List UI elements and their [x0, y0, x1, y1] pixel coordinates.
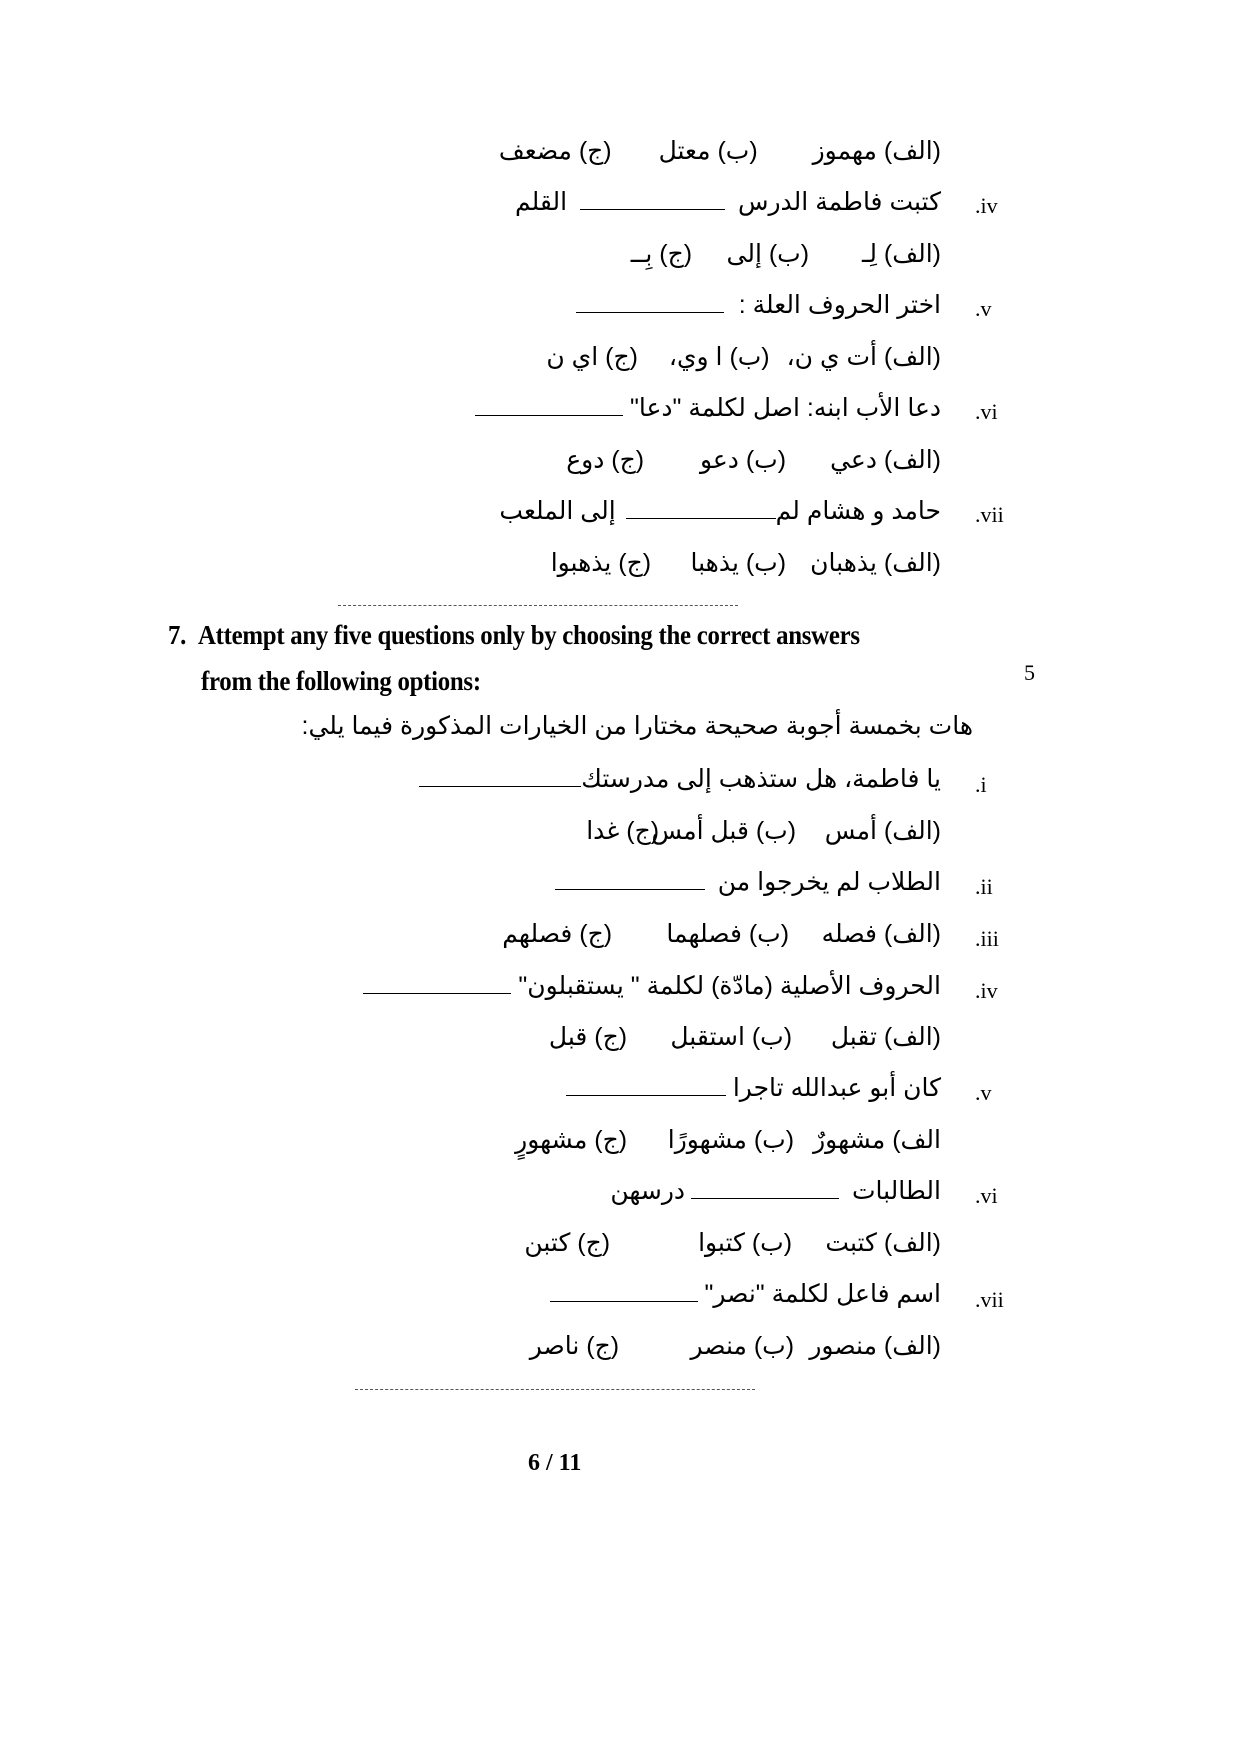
q6-5-options [546, 342, 941, 372]
q7-4-options [549, 1022, 941, 1052]
option-b: (ب) دعو [699, 446, 787, 474]
q6-4-number: .iv [975, 193, 998, 218]
option-a: (الف) أمس [824, 817, 941, 845]
option-b: (ب) إلى [726, 240, 810, 268]
answer-blank[interactable] [550, 1300, 698, 1302]
q7-6-number: .vi [975, 1183, 998, 1208]
option-c: (ج) كتبن [524, 1229, 611, 1257]
answer-blank[interactable] [363, 992, 511, 994]
q7-1-number: .i [975, 772, 987, 797]
option-c: (ج) فصلهم [502, 920, 613, 948]
section7-heading-line2: from the following options: [201, 666, 481, 696]
q7-6-options [524, 1228, 941, 1258]
option-a: (الف) تقبل [830, 1023, 941, 1051]
q7-1-text [419, 764, 941, 794]
q6-6-options [566, 445, 941, 475]
option-c: (ج) دوع [566, 446, 645, 474]
q7-6-text [610, 1176, 941, 1206]
section-title: Attempt any five questions only by choosing the correct answers [197, 620, 860, 650]
q7-2-text [555, 867, 941, 897]
answer-blank[interactable] [626, 517, 776, 519]
arabic-instruction: هات بخمسة أجوبة صحيحة مختارا من الخيارات المذكورة فيما يلي: [301, 712, 973, 740]
question-text: كان أبو عبدالله تاجرا [732, 1074, 941, 1102]
answer-blank[interactable] [691, 1197, 839, 1199]
option-c: (ج) مشهورٍ [515, 1126, 628, 1154]
option-b: (ب) منصر [690, 1332, 795, 1360]
q7-7-options [530, 1331, 941, 1361]
option-c: (ج) بِــ [630, 240, 693, 268]
option-c: (ج) ناصر [529, 1332, 620, 1360]
q7-5-number: .v [975, 1080, 992, 1105]
q7-7-text [550, 1279, 941, 1309]
question-text-after: درسهن [610, 1177, 686, 1205]
answer-blank[interactable] [475, 414, 623, 416]
option-a: (الف) مهموز [812, 137, 941, 165]
question-text: حامد و هشام لم [775, 497, 941, 525]
q7-5-text [566, 1073, 941, 1103]
section-number: 7. [168, 620, 187, 650]
question-text-after: القلم [514, 188, 568, 216]
answer-blank[interactable] [576, 311, 724, 313]
q6-4-options [631, 239, 941, 269]
section7-heading-line1 [168, 620, 860, 651]
question-text: دعا الأب ابنه: اصل لكلمة "دعا" [629, 394, 941, 422]
option-c: (ج) يذهبوا [550, 549, 652, 577]
question-text: كتبت فاطمة الدرس [737, 188, 941, 216]
option-a: (الف) لِـ [862, 240, 941, 268]
q6-3-options [499, 136, 941, 166]
option-b: (ب) ا وي، [668, 343, 770, 371]
q7-7-number: .vii [975, 1287, 1004, 1312]
question-text-after: إلى الملعب [499, 497, 616, 525]
q6-6-number: .vi [975, 399, 998, 424]
option-b: (ب) قبل أمس [651, 817, 797, 845]
q7-2-number: .ii [975, 874, 993, 899]
answer-blank[interactable] [566, 1094, 726, 1096]
option-b: (ب) فصلهما [666, 920, 790, 948]
section-divider [338, 605, 738, 606]
option-a: (الف) يذهبان [810, 549, 941, 577]
question-text: اسم فاعل لكلمة "نصر" [704, 1280, 941, 1308]
q7-1-options [586, 816, 941, 846]
option-b: (ب) استقبل [670, 1023, 793, 1051]
answer-blank[interactable] [580, 208, 725, 210]
question-text: يا فاطمة، هل ستذهب إلى مدرستك [581, 765, 941, 793]
q7-3-number: .iii [975, 926, 999, 951]
section-marks: 5 [1024, 660, 1035, 685]
q6-5-text [576, 290, 941, 320]
q7-4-number: .iv [975, 978, 998, 1003]
option-c: (ج) مضعف [498, 137, 612, 165]
option-a: (الف) دعي [830, 446, 941, 474]
q6-7-number: .vii [975, 502, 1004, 527]
option-a: (الف) أت ي ن، [786, 343, 941, 371]
option-b: (ب) مشهورًا [667, 1126, 795, 1154]
q6-7-text [499, 496, 941, 526]
answer-blank[interactable] [419, 785, 581, 787]
option-a: الف) مشهورٌ [813, 1126, 941, 1154]
option-a: (الف) منصور [809, 1332, 941, 1360]
question-text: الحروف الأصلية (مادّة) لكلمة " يستقبلون" [518, 972, 941, 1000]
q6-5-number: .v [975, 296, 992, 321]
option-c: (ج) غدا [586, 817, 660, 845]
q7-4-text [363, 971, 941, 1001]
option-b: (ب) كتبوا [698, 1229, 793, 1257]
option-a: (الف) كتبت [825, 1229, 941, 1257]
q6-4-text [515, 187, 941, 217]
answer-blank[interactable] [555, 888, 705, 890]
option-c: (ج) قبل [548, 1023, 628, 1051]
q6-6-text [475, 393, 941, 423]
q7-3-options [502, 919, 941, 949]
option-b: (ب) معتل [658, 137, 758, 165]
q6-7-options [551, 548, 941, 578]
option-a: (الف) فصله [821, 920, 941, 948]
question-text: الطالبات [851, 1177, 941, 1205]
option-b: (ب) يذهبا [690, 549, 787, 577]
question-text: اختر الحروف العلة : [738, 291, 941, 319]
option-c: (ج) اي ن [546, 343, 638, 371]
q7-5-options [515, 1125, 941, 1155]
page-number: 6 / 11 [528, 1450, 582, 1476]
section-divider [355, 1389, 755, 1390]
question-text: الطلاب لم يخرجوا من [717, 868, 941, 896]
